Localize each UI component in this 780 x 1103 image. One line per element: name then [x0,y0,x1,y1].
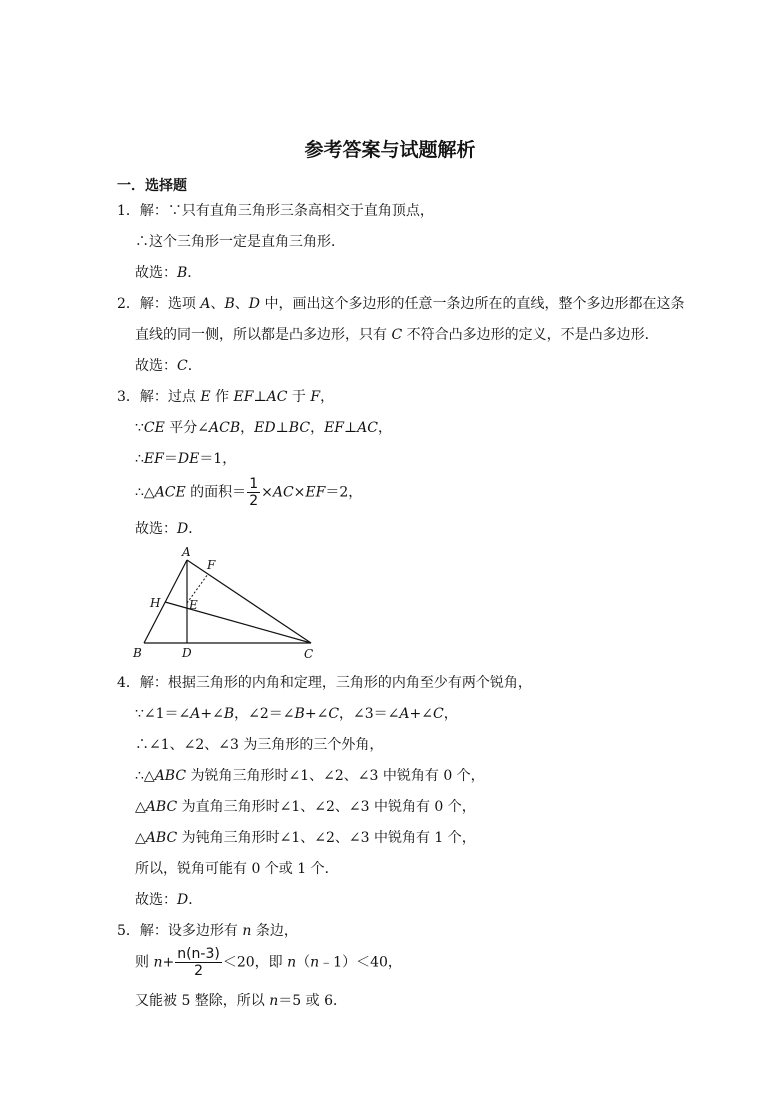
q3-line-1: 3．解：过点 E 作 EF⊥AC 于 F， [117,389,335,405]
q1-line-1: 1．解：∵只有直角三角形三条高相交于直角顶点， [117,203,434,219]
q4-line-3: ∴∠1、∠2、∠3 为三角形的三个外角， [135,737,384,753]
q4-line-4: ∴△ABC 为锐角三角形时∠1、∠2、∠3 中锐角有 0 个， [135,768,485,784]
section-heading: 一．选择题 [117,178,187,194]
q3-line-4: ∴△ACE 的面积＝ $\frac{1}{2}$ ×AC×EF＝2， [135,476,363,509]
label-d: D [182,646,192,660]
label-c: C [304,647,314,661]
label-h: H [150,596,161,610]
segment-ac [187,560,311,643]
q2-line-1: 2．解：选项 A、B、D 中，画出这个多边形的任意一条边所在的直线，整个多边形都在这条 [117,296,685,312]
q1-line-2: ∴这个三角形一定是直角三角形． [135,234,345,250]
fraction-one-half: $\frac{1}{2}$ [249,476,259,509]
label-e: E [189,598,198,612]
q4-line-7: 所以，锐角可能有 0 个或 1 个． [135,861,339,877]
q3-line-3: ∴EF＝DE＝1， [135,451,237,467]
page-title: 参考答案与试题解析 [304,139,476,161]
q5-line-3: 又能被 5 整除，所以 n＝5 或 6． [135,993,348,1009]
q4-line-6: △ABC 为钝角三角形时∠1、∠2、∠3 中锐角有 1 个， [135,830,476,846]
q4-answer: 故选：D． [135,892,203,908]
q4-line-1: 4．解：根据三角形的内角和定理，三角形的内角至少有两个锐角， [117,675,532,691]
label-b: B [133,646,142,660]
q1-answer: 故选：B． [135,265,202,281]
fraction-n-n-minus-3-over-2: $\frac{n(n-3)}{2}$ [177,946,220,979]
q2-answer: 故选：C． [135,358,202,374]
label-a: A [182,545,191,559]
q4-line-5: △ABC 为直角三角形时∠1、∠2、∠3 中锐角有 0 个， [135,799,476,815]
q4-line-2: ∵∠1＝∠A+∠B，∠2＝∠B+∠C，∠3＝∠A+∠C， [135,706,458,722]
label-f: F [207,558,216,572]
q5-line-1: 5．解：设多边形有 n 条边， [117,923,298,939]
q3-line-2: ∵CE 平分∠ACB，ED⊥BC，EF⊥AC， [135,420,392,436]
q2-line-2: 直线的同一侧，所以都是凸多边形，只有 C 不符合凸多边形的定义，不是凸多边形． [135,327,659,343]
q3-answer: 故选：D． [135,521,203,537]
triangle-figure [130,545,330,663]
q5-line-2: 则 n+ $\frac{n(n-3)}{2}$ ＜20，即 n（n﹣1）＜40， [135,946,402,979]
